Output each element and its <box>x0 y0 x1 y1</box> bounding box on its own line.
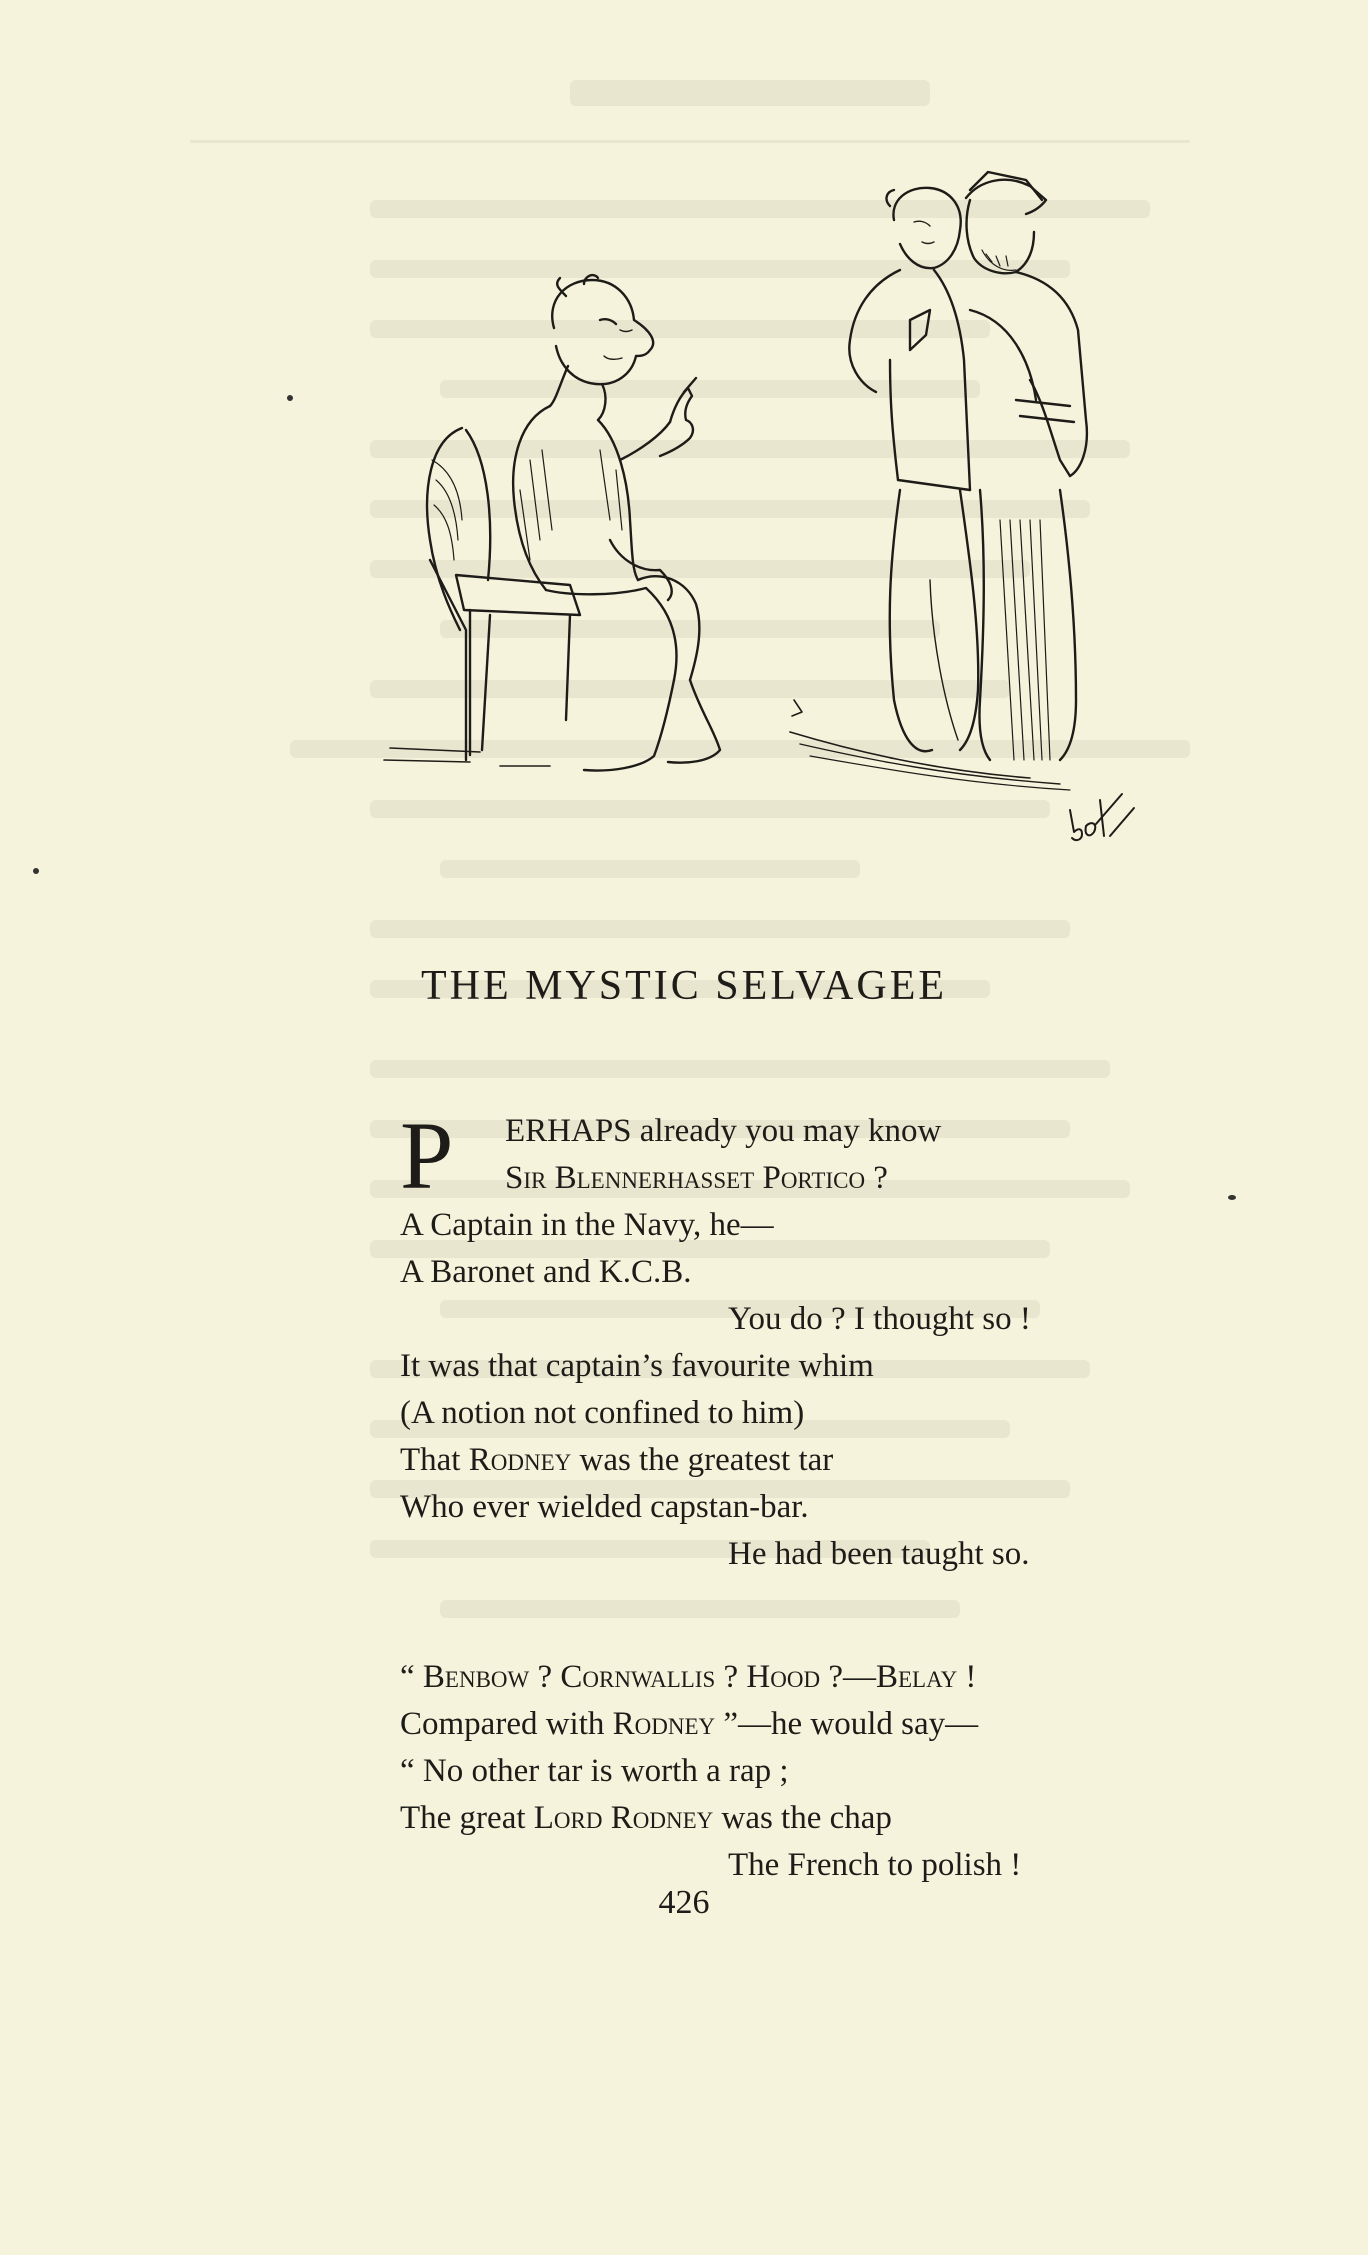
verse-line: Who ever wielded capstan-bar. <box>400 1489 809 1525</box>
page-number: 426 <box>658 1884 710 1921</box>
verse-line: A Captain in the Navy, he— <box>400 1207 774 1243</box>
drop-cap: P <box>400 1102 454 1209</box>
speck <box>1228 1195 1236 1200</box>
small-caps-name: Rodney <box>612 1706 716 1742</box>
stanza-1 <box>400 1102 1160 1578</box>
chair <box>384 428 580 766</box>
text-run: was the greatest tar <box>571 1442 834 1478</box>
two-sailors <box>790 172 1087 790</box>
verse-line: A Baronet and K.C.B. <box>400 1254 692 1290</box>
verse-line: “ No other tar is worth a rap ; <box>400 1753 789 1789</box>
verse-line: He had been taught so. <box>728 1536 1030 1572</box>
small-caps-name: Lord Rodney <box>533 1800 714 1836</box>
text-run: That <box>400 1442 469 1478</box>
old-captain <box>513 275 720 770</box>
verse-line: (A notion not confined to him) <box>400 1395 805 1431</box>
verse-line: The French to polish ! <box>728 1847 1022 1883</box>
illustration <box>370 160 1150 860</box>
stanza-2 <box>400 1654 1160 1889</box>
speck <box>33 868 39 874</box>
verse-line <box>400 1795 1160 1842</box>
text-run: Compared with <box>400 1706 613 1742</box>
text-run: was the chap <box>713 1800 892 1836</box>
small-caps-name: Rodney <box>468 1442 572 1478</box>
verse-line: It was that captain’s favourite whim <box>400 1348 874 1384</box>
speck <box>287 395 293 401</box>
verse-line: “ Benbow ? Cornwallis ? Hood ?—Belay ! <box>400 1659 977 1695</box>
poem-title: THE MYSTIC SELVAGEE <box>420 963 948 1009</box>
verse-line <box>400 1701 1160 1748</box>
verse-line <box>400 1437 1160 1484</box>
artist-monogram <box>1070 794 1134 840</box>
verse-line: You do ? I thought so ! <box>728 1301 1031 1337</box>
text-run: The great <box>400 1800 534 1836</box>
verse-line: Sir Blennerhasset Portico ? <box>505 1160 888 1196</box>
verse-line: ERHAPS already you may know <box>505 1113 942 1149</box>
text-run: ”—he would say— <box>715 1706 979 1742</box>
